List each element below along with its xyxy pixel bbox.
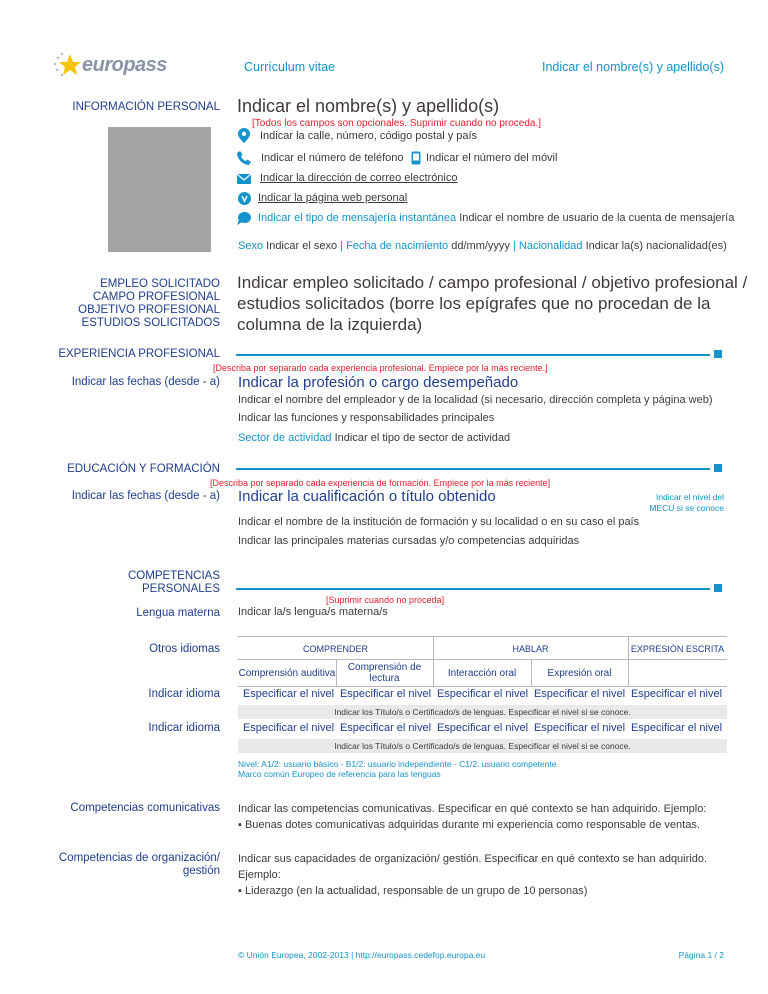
level-value: Especificar el nivel [242,688,335,700]
footer-page-number: Página 1 / 2 [678,950,724,960]
header-name: Indicar el nombre(s) y apellido(s) [541,60,724,74]
experience-duties: Indicar las funciones y responsabilidades principales [238,412,495,424]
photo-placeholder [108,127,211,252]
sector-value: Indicar el tipo de sector de actividad [334,432,511,444]
level-value: Especificar el nivel [242,722,335,734]
job-text-line: estudios solicitados (borre los epígrafes que no procedan de la [237,294,711,313]
section-divider-square [714,350,722,358]
phone: Indicar el número de teléfono [261,152,404,164]
certificates-row: Indicar los Título/s o Certificado/s de lenguas. Especificar el nivel si se conoce. [238,705,727,719]
organization-line: Indicar sus capacidades de organización/ gestión. Especificar en qué contexto se han adquirido. [238,853,708,865]
mobile-icon [411,151,421,165]
europass-star-icon [52,50,82,80]
logo-text: europass [82,54,167,76]
sexo-label: Sexo [238,240,264,252]
separator: | [513,240,516,252]
sub-interaccion-oral: Interacción oral [447,667,517,679]
section-divider-square [714,464,722,472]
job-text-line: Indicar empleo solicitado / campo profesional / objetivo profesional / [237,273,748,292]
level-value: Especificar el nivel [339,688,432,700]
level-note: Nivel: A1/2: usuario básico - B1/2: usuario independiente - C1/2: usuario competente [238,759,557,769]
section-skills-label [128,570,220,596]
doc-title: Currículum vitae [244,60,335,74]
experience-employer: Indicar el nombre del empleador y de la localidad (si necesario, dirección completa y página web) [238,394,713,406]
level-value: Especificar el nivel [533,722,626,734]
section-divider-square [714,584,722,592]
job-label-line: OBJETIVO PROFESIONAL [78,304,220,316]
job-label-line: EMPLEO SOLICITADO [100,278,220,290]
address: Indicar la calle, número, código postal y país [260,130,478,142]
level-value: Especificar el nivel [436,688,529,700]
mother-tongue-value: Indicar la/s lengua/s materna/s [238,606,388,618]
header-comprender: COMPRENDER [302,643,368,654]
mecu-line: MECU si se conoce [649,503,724,513]
organization-line: Ejemplo: [238,869,281,881]
sub-comprension-lectura [336,660,433,686]
other-languages-label: Otros idiomas [149,643,220,655]
header-hablar: HABLAR [512,643,549,654]
sub-comprension-auditiva: Comprensión auditiva [238,667,336,679]
footer-copyright[interactable]: © Unión Europea, 2002-2013 | http://europass.cedefop.europa.eu [238,950,486,960]
experience-dates: Indicar las fechas (desde - a) [71,376,220,388]
job-label-line: CAMPO PROFESIONAL [92,291,220,303]
header-expresion-escrita: EXPRESIÓN ESCRITA [630,643,725,654]
sexo-value: Indicar el sexo [266,240,338,252]
sub-expresion-oral: Expresión oral [547,667,612,679]
person-name: Indicar el nombre(s) y apellido(s) [237,96,500,116]
organization-label-line: gestión [182,865,220,877]
mecu-note [649,492,724,514]
level-value: Especificar el nivel [533,688,626,700]
section-education-label: EDUCACIÓN Y FORMACIÓN [67,463,220,475]
sector-label: Sector de actividad [238,432,332,444]
certificates-row: Indicar los Título/s o Certificado/s de lenguas. Especificar el nivel si se conoce. [238,739,727,753]
language-label: Indicar idioma [148,688,220,700]
organization-label-line: Competencias de organización/ [58,852,220,864]
job-text [237,272,747,335]
skills-label-line: COMPETENCIAS [127,570,220,582]
level-value: Especificar el nivel [339,722,432,734]
section-personal-label: INFORMACIÓN PERSONAL [72,101,220,113]
communication-line: Indicar las competencias comunicativas. Especificar en qué contexto se han adquirido. Ejemplo: [238,803,707,815]
education-institution: Indicar el nombre de la institución de formación y su localidad o en su caso el país [238,516,640,528]
table-line [238,686,727,687]
education-note: [Describa por separado cada experiencia de formación. Empiece por la más reciente] [210,478,551,488]
im-line [258,212,734,224]
experience-note: [Describa por separado cada experiencia profesional. Empiece por la más reciente.] [213,363,548,373]
email-icon [237,174,251,184]
experience-title: Indicar la profesión o cargo desempeñado [238,374,519,391]
job-text-line: columna de la izquierda) [237,315,423,334]
personal-details-line [238,240,727,252]
organization-label [59,852,220,878]
separator: | [340,240,343,252]
mecu-line: Indicar el nivel del [655,492,724,502]
education-subjects: Indicar las principales materias cursadas y/o competencias adquiridas [238,535,580,547]
sub2-line: Comprensión de [347,662,422,673]
communication-line: ▪ Buenas dotes comunicativas adquiridas durante mi experiencia como responsable de ventas. [238,819,700,831]
nacimiento-value: dd/mm/yyyy [451,240,510,252]
web-link[interactable]: Indicar la página web personal [258,192,408,204]
email-link[interactable]: Indicar la dirección de correo electrónico [260,172,458,184]
mother-tongue-label: Lengua materna [136,607,220,619]
table-line [238,636,727,637]
im-label: Indicar el tipo de mensajería instantánea [258,212,457,224]
skills-label-line: PERSONALES [142,583,220,595]
level-value: Especificar el nivel [630,688,723,700]
nacionalidad-label: Nacionalidad [518,240,583,252]
sub2-line: lectura [369,673,400,684]
section-divider [236,354,710,356]
experience-sector [238,432,510,444]
communication-label: Competencias comunicativas [70,802,220,814]
mobile: Indicar el número del móvil [426,152,558,164]
section-experience-label: EXPERIENCIA PROFESIONAL [58,348,220,360]
organization-text [238,851,707,899]
job-labels [78,278,220,330]
education-dates: Indicar las fechas (desde - a) [71,490,220,502]
personal-note: [Todos los campos son opcionales. Suprimir cuando no proceda.] [252,118,542,129]
organization-line: ▪ Liderazgo (en la actualidad, responsable de un grupo de 10 personas) [238,885,588,897]
nacimiento-label: Fecha de nacimiento [346,240,449,252]
location-icon [238,128,250,143]
level-value: Especificar el nivel [630,722,723,734]
framework-note: Marco común Europeo de referencia para las lenguas [238,769,441,779]
nacionalidad-value: Indicar la(s) nacionalidad(es) [585,240,727,252]
education-title: Indicar la cualificación o título obtenido [238,488,496,505]
chat-icon [237,212,251,225]
phone-icon [237,151,251,165]
skills-note: [Suprimir cuando no proceda] [326,595,445,605]
communication-text [238,801,706,833]
europass-logo [52,50,167,82]
web-icon [238,192,251,205]
section-divider [236,468,710,470]
im-value: Indicar el nombre de usuario de la cuenta de mensajería [459,212,735,224]
section-divider [236,588,710,590]
job-label-line: ESTUDIOS SOLICITADOS [81,317,220,329]
level-value: Especificar el nivel [436,722,529,734]
language-label: Indicar idioma [148,722,220,734]
